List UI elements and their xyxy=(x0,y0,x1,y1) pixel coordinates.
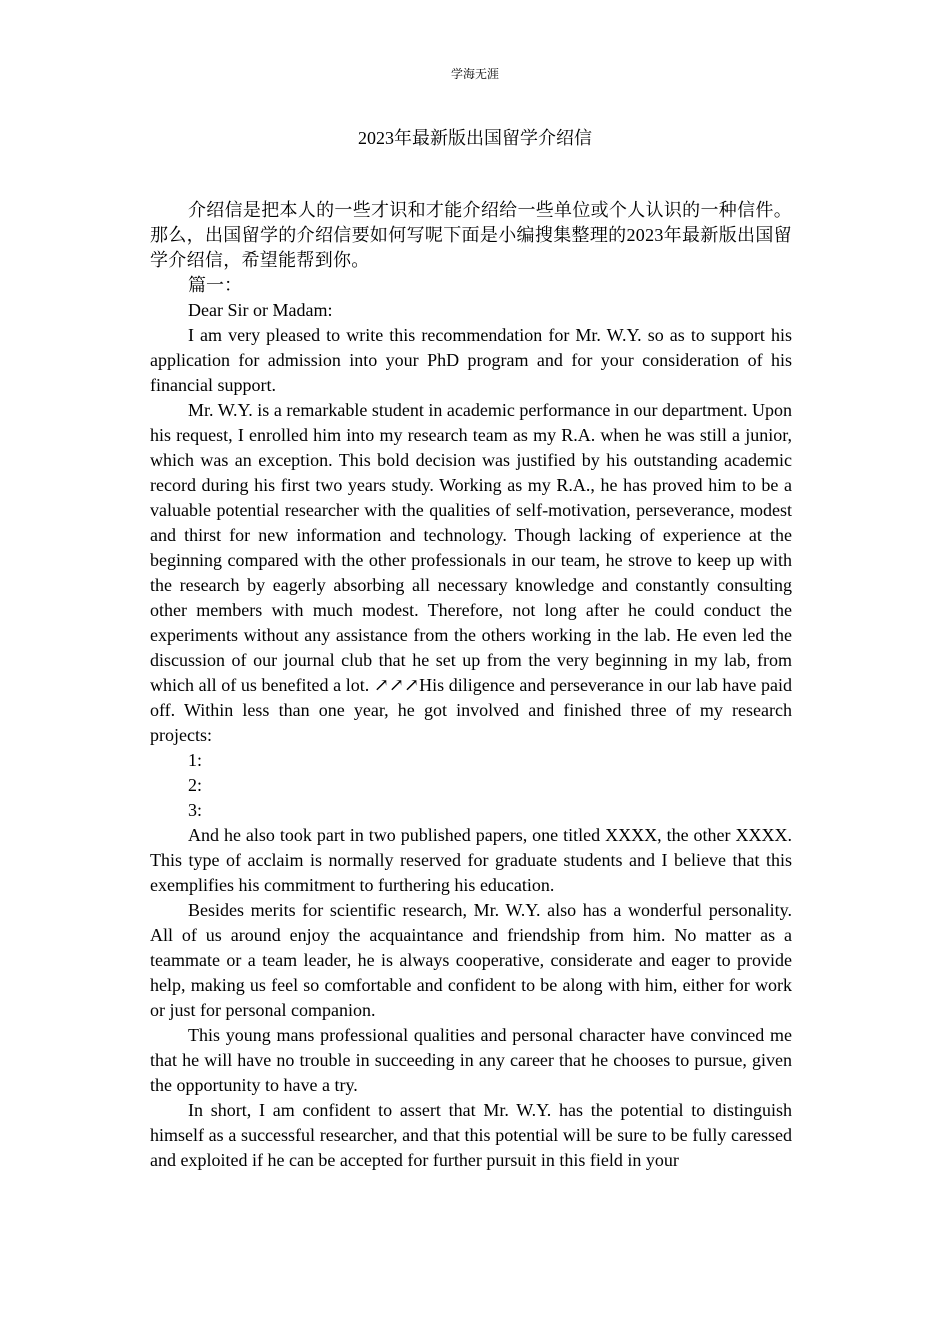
body-paragraph: I am very pleased to write this recommendation for Mr. W.Y. so as to support his application for admission into your PhD program and for your consideration of his financial support. xyxy=(150,325,792,395)
document-body xyxy=(150,198,792,1173)
salutation: Dear Sir or Madam: xyxy=(188,300,333,320)
page-header: 学海无涯 xyxy=(450,67,499,81)
document-title: 2023年最新版出国留学介绍信 xyxy=(358,128,592,148)
body-paragraph: In short, I am confident to assert that Mr. W.Y. has the potential to distinguish himself as a successful researcher, and that this potential will be sure to be fully caressed and exploited if he can be accepted for further pursuit in this field in your xyxy=(150,1100,792,1170)
list-item: 2: xyxy=(188,775,203,795)
intro-paragraph: 介绍信是把本人的一些才识和才能介绍给一些单位或个人认识的一种信件。那么，出国留学的介绍信要如何写呢下面是小编搜集整理的2023年最新版出国留学介绍信，希望能帮到你。 xyxy=(150,200,792,270)
section-heading: 篇一： xyxy=(188,275,242,295)
body-paragraph: And he also took part in two published papers, one titled XXXX, the other XXXX. This type of acclaim is normally reserved for graduate students and I believe that this exemplifies his commitment to furthering his education. xyxy=(150,825,792,895)
body-paragraph: This young mans professional qualities and personal character have convinced me that he will have no trouble in succeeding in any career that he chooses to pursue, given the opportunity to have a try. xyxy=(150,1025,792,1095)
body-paragraph: Mr. W.Y. is a remarkable student in academic performance in our department. Upon his request, I enrolled him into my research team as my R.A. when he was still a junior, which was an exception. This bold decision was justified by his outstanding academic record during his first two years study. Working as my R.A., he has proved him to be a valuable potential researcher with the qualities of self-motivation, perseverance, modest and thirst for new information and technology. Though lacking of experience at the beginning compared with the other professionals in our team, he strove to keep up with the research by eagerly absorbing all necessary knowledge and constantly consulting other members with much modest. Therefore, not long after he could conduct the experiments without any assistance from the others working in the lab. He even led the discussion of our journal club that he set up from the very beginning in my lab, from which all of us benefited a lot. ↗↗↗His diligence and perseverance in our lab have paid off. Within less than one year, he got involved and finished three of my research projects: xyxy=(150,400,792,745)
body-paragraph: Besides merits for scientific research, Mr. W.Y. also has a wonderful personality. All of us around enjoy the acquaintance and friendship from him. No matter as a teammate or a team leader, he is always cooperative, considerate and eager to provide help, making us feel so comfortable and confident to be along with him, either for work or just for personal companion. xyxy=(150,900,792,1020)
list-item: 1: xyxy=(188,750,203,770)
list-item: 3: xyxy=(188,800,203,820)
